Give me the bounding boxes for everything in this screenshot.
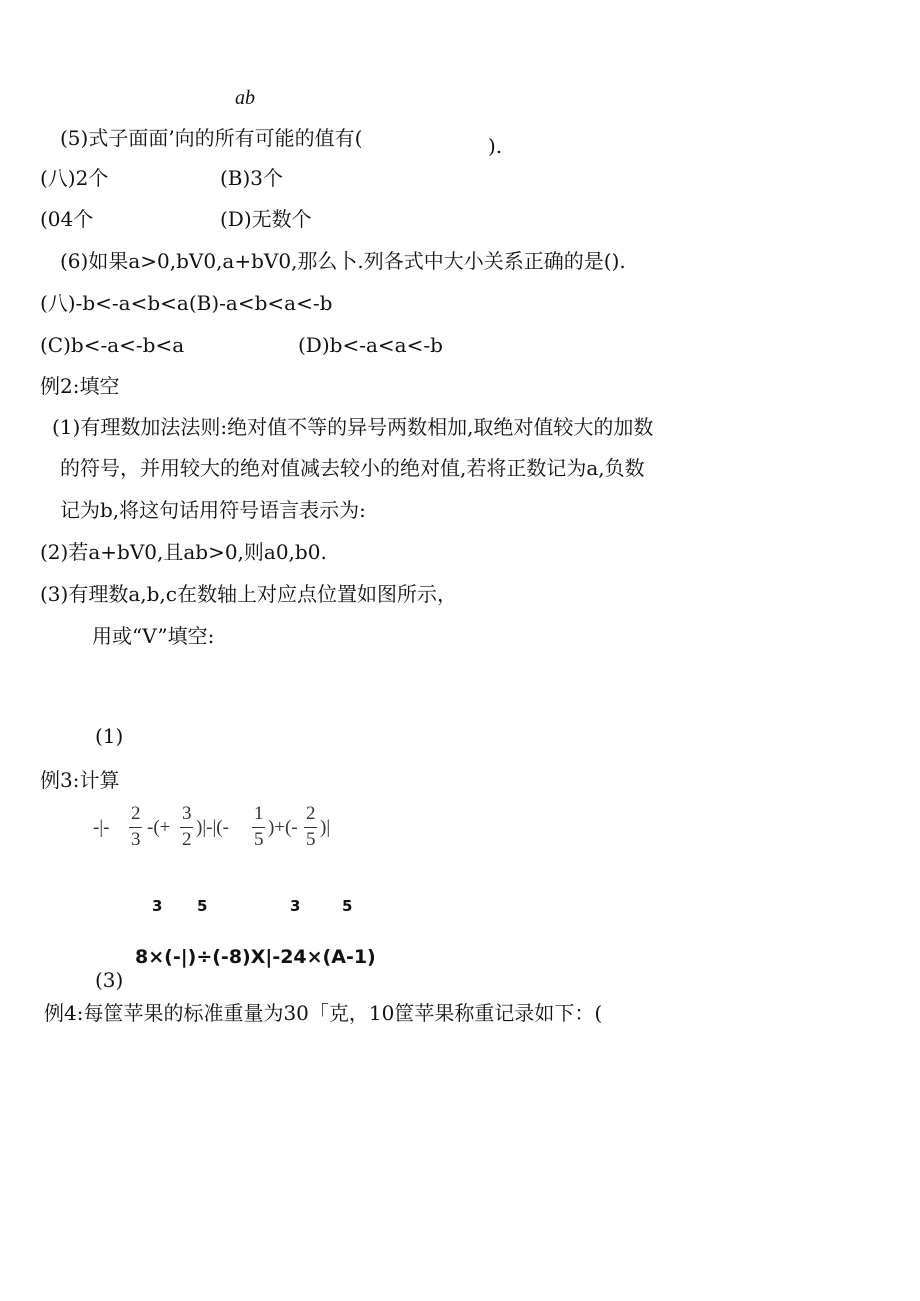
example-2-item-3-instruction: 用或“V”填空:: [92, 624, 215, 648]
fraction-4-denominator: 5: [306, 829, 316, 850]
fraction-label-ab: ab: [235, 87, 255, 109]
example-2-item-1-line-2: 的符号，并用较大的绝对值减去较小的绝对值,若将正数记为a,负数: [60, 456, 645, 480]
example-2-item-2: (2)若a+bV0,且ab>0,则a0,b0.: [40, 540, 327, 564]
question-5-option-c: (04个: [40, 207, 94, 231]
question-5-end: ).: [488, 134, 503, 158]
fraction-3-bar: [252, 827, 265, 828]
question-6-option-c: (C)b<-a<-b<a: [40, 333, 185, 357]
fraction-2-bar: [180, 827, 193, 828]
example-2-heading: 例2:填空: [40, 374, 120, 398]
fraction-1-denominator: 3: [131, 829, 141, 850]
question-5-option-a: (八)2个: [40, 166, 109, 190]
question-5-option-b: (B)3个: [220, 166, 284, 190]
question-6-option-d: (D)b<-a<a<-b: [298, 333, 443, 357]
example-2-subitem-1: (1): [95, 724, 124, 748]
formula-part-3: )|-|(-: [196, 817, 229, 838]
example-3-superscript-2: 5: [197, 897, 208, 915]
formula-part-2: -(+: [147, 817, 171, 838]
example-3-expression: 8×(-|)÷(-8)X|-24×(A-1): [135, 946, 376, 968]
example-3-superscript-3: 3: [290, 897, 301, 915]
formula-part-1: -|-: [93, 817, 110, 838]
example-2-item-3: (3)有理数a,b,c在数轴上对应点位置如图所示，: [40, 582, 457, 606]
example-3-superscript-1: 3: [152, 897, 163, 915]
question-6-text: (6)如果a>0,bV0,a+bV0,那么卜.列各式中大小关系正确的是().: [60, 249, 626, 273]
formula-part-5: )|: [320, 817, 331, 838]
formula-part-4: )+(-: [268, 817, 298, 838]
question-5-text: (5)式子面面’向的所有可能的值有(: [60, 126, 363, 150]
fraction-3-numerator: 1: [254, 803, 264, 824]
example-2-item-1-line-1: (1)有理数加法法则:绝对值不等的异号两数相加,取绝对值较大的加数: [52, 415, 654, 439]
fraction-2-denominator: 2: [182, 829, 192, 850]
question-5-option-d: (D)无数个: [220, 207, 312, 231]
fraction-4-numerator: 2: [306, 803, 316, 824]
question-6-options-ab: (八)-b<-a<b<a(B)-a<b<a<-b: [40, 291, 333, 315]
example-2-item-1-line-3: 记为b,将这句话用符号语言表示为:: [60, 498, 366, 522]
fraction-3-denominator: 5: [254, 829, 264, 850]
example-3-heading: 例3:计算: [40, 768, 120, 792]
fraction-2-numerator: 3: [182, 803, 192, 824]
fraction-4-bar: [304, 827, 317, 828]
example-3-superscript-4: 5: [342, 897, 353, 915]
example-4-heading: 例4:每筐苹果的标准重量为30「克，10筐苹果称重记录如下：(: [44, 1001, 603, 1025]
example-3-item-3: (3): [95, 968, 124, 992]
fraction-1-bar: [129, 827, 142, 828]
fraction-1-numerator: 2: [131, 803, 141, 824]
example-3-formula: [93, 805, 338, 853]
